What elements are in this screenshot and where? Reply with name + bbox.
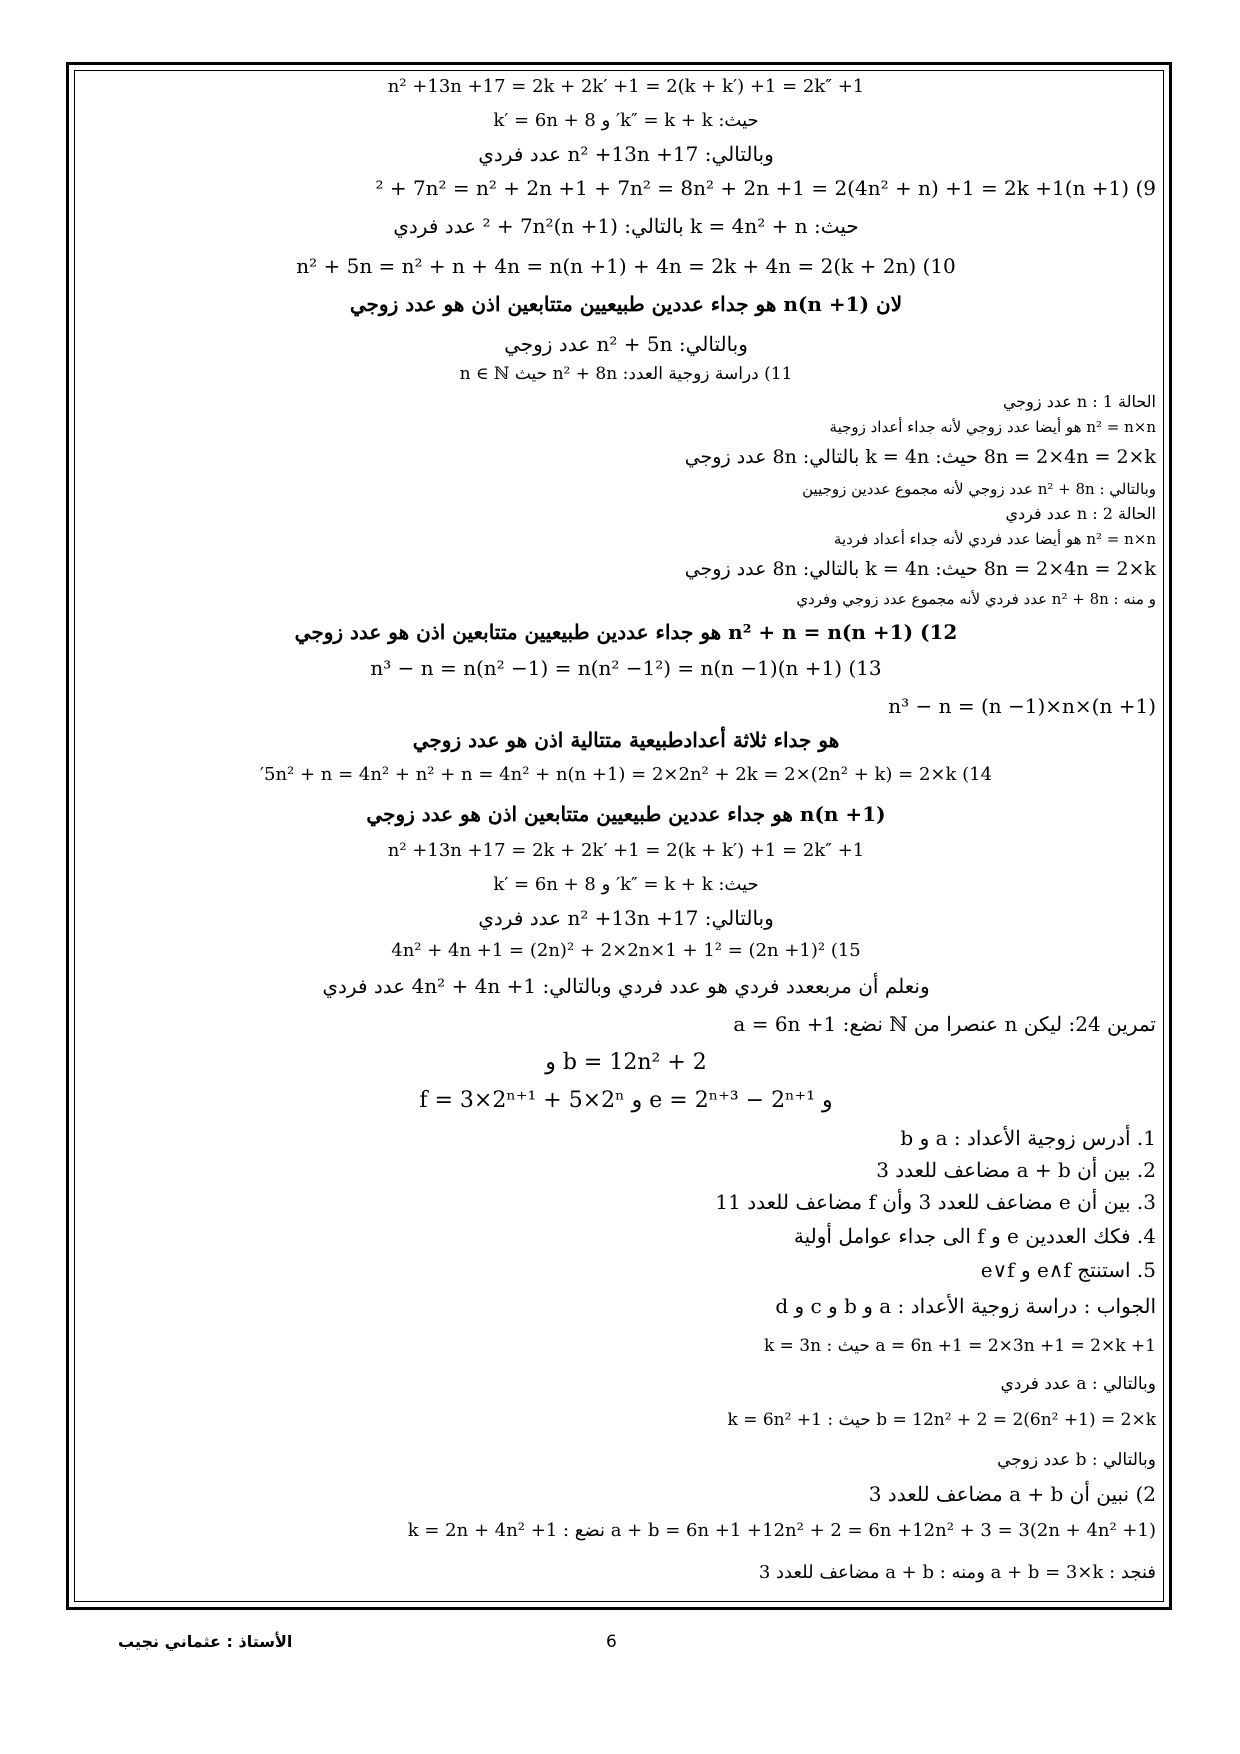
text-line: و منه : n² + 8n عدد فردي لأنه مجموع عدد زوجي وفردي	[796, 590, 1156, 608]
text-line: لان n(n +1) هو جداء عددين طبيعيين متتابعين اذن هو عدد زوجي	[349, 292, 903, 316]
text-line: 11) دراسة زوجية العدد: n² + 8n حيث n ∈ ℕ	[459, 364, 793, 384]
text-line: 12) n² + n = n(n +1) هو جداء عددين طبيعيين متتابعين اذن هو عدد زوجي	[294, 620, 958, 644]
text-line: n² +13n +17 = 2k + 2k′ +1 = 2(k + k′) +1 = 2k″ +1	[387, 840, 865, 861]
text-line: n² = n×n هو أيضا عدد فردي لأنه جداء أعداد فردية	[833, 530, 1156, 548]
text-line: 8n = 2×4n = 2×k حيث: k = 4n بالتالي: 8n عدد زوجي	[684, 558, 1156, 580]
text-line: وبالتالي : n² + 8n عدد زوجي لأنه مجموع عددين زوجيين	[802, 480, 1156, 498]
text-line: وبالتالي : b عدد زوجي	[997, 1450, 1156, 1470]
page-content	[96, 74, 1156, 1599]
text-line: n(n +1) هو جداء عددين طبيعيين متتابعين اذن هو عدد زوجي	[366, 802, 886, 826]
text-line: 9) (n +1)² + 7n² = n² + 2n +1 + 7n² = 8n² + 2n +1 = 2(4n² + n) +1 = 2k +1	[375, 176, 1156, 200]
text-line: هو جداء ثلاثة أعدادطبيعية متتالية اذن هو عدد زوجي	[412, 728, 840, 752]
text-line: n² = n×n هو أيضا عدد زوجي لأنه جداء أعداد زوجية	[829, 418, 1156, 436]
text-line: ونعلم أن مربععدد فردي هو عدد فردي وبالتالي: 4n² + 4n +1 عدد فردي	[322, 974, 930, 998]
text-line: وبالتالي: n² +13n +17 عدد فردي	[478, 142, 774, 166]
text-line: b = 12n² + 2 و	[545, 1050, 707, 1075]
text-line: و e = 2ⁿ⁺³ − 2ⁿ⁺¹ و f = 3×2ⁿ⁺¹ + 5×2ⁿ	[419, 1088, 833, 1113]
footer-author: الأستاذ : عثماني نجيب	[118, 1632, 293, 1651]
text-line: n³ − n = (n −1)×n×(n +1)	[888, 694, 1156, 718]
text-line: حيث: k″ = k + k′ و k′ = 6n + 8	[493, 110, 759, 131]
text-line: الحالة 2 : n عدد فردي	[1005, 504, 1156, 523]
text-line: 3. بين أن e مضاعف للعدد 3 وأن f مضاعف للعدد 11	[715, 1190, 1156, 1214]
text-line: حيث: k = 4n² + n بالتالي: (n +1)² + 7n² عدد فردي	[393, 214, 859, 238]
text-line: وبالتالي : a عدد فردي	[1000, 1374, 1156, 1394]
text-line: حيث: k″ = k + k′ و k′ = 6n + 8	[493, 874, 759, 895]
text-line: 1. أدرس زوجية الأعداد : a و b	[900, 1126, 1156, 1150]
text-line: وبالتالي: n² +13n +17 عدد فردي	[478, 906, 774, 930]
text-line: 15) 4n² + 4n +1 = (2n)² + 2×2n×1 + 1² = (2n +1)²	[391, 940, 861, 961]
text-line: 2. بين أن a + b مضاعف للعدد 3	[876, 1158, 1156, 1182]
text-line: الجواب : دراسة زوجية الأعداد : a و b و c و d	[775, 1294, 1156, 1318]
text-line: فنجد : a + b = 3×k ومنه : a + b مضاعف للعدد 3	[758, 1562, 1156, 1583]
text-line: 5. استنتج e∧f و e∨f	[980, 1258, 1156, 1282]
text-line: a = 6n +1 = 2×3n +1 = 2×k +1 حيث : k = 3n	[763, 1336, 1156, 1356]
text-line: n² +13n +17 = 2k + 2k′ +1 = 2(k + k′) +1 = 2k″ +1	[387, 76, 865, 97]
text-line: 10) n² + 5n = n² + n + 4n = n(n +1) + 4n = 2k + 4n = 2(k + 2n)	[296, 254, 956, 278]
page-number: 6	[606, 1632, 617, 1652]
text-line: وبالتالي: n² + 5n عدد زوجي	[504, 332, 748, 356]
text-line: b = 12n² + 2 = 2(6n² +1) = 2×k حيث : k = 6n² +1	[727, 1410, 1156, 1430]
text-line: الحالة 1 : n عدد زوجي	[1002, 392, 1156, 411]
text-line: 4. فكك العددين e و f الى جداء عوامل أولية	[793, 1224, 1156, 1248]
text-line: 2) نبين أن a + b مضاعف للعدد 3	[868, 1482, 1156, 1506]
text-line: 13) n³ − n = n(n² −1) = n(n² −1²) = n(n −1)(n +1)	[370, 656, 882, 680]
text-line: 8n = 2×4n = 2×k حيث: k = 4n بالتالي: 8n عدد زوجي	[684, 446, 1156, 468]
text-line: a + b = 6n +1 +12n² + 2 = 6n +12n² + 3 = 3(2n + 4n² +1) نضع : k = 2n + 4n² +1	[407, 1520, 1156, 1541]
text-line: 14) 5n² + n = 4n² + n² + n = 4n² + n(n +1) = 2×2n² + 2k = 2×(2n² + k) = 2×k′	[259, 764, 993, 785]
text-line: تمرين 24: ليكن n عنصرا من ℕ نضع: a = 6n +1	[733, 1012, 1156, 1036]
